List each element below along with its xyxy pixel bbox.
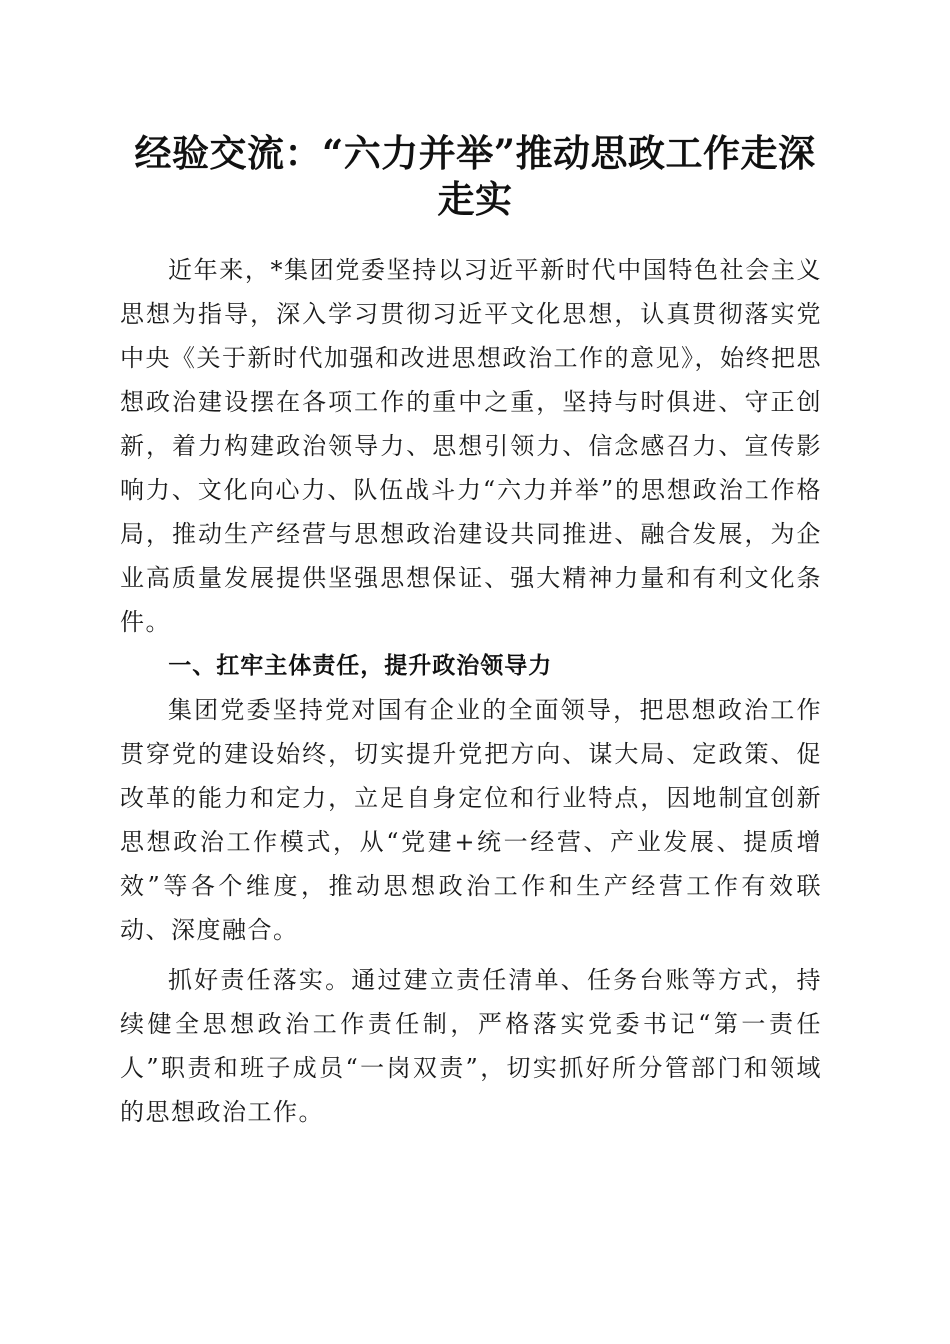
document-body (120, 248, 822, 1134)
section-1-point-1-paragraph: 抓好责任落实。通过建立责任清单、任务台账等方式，持续健全思想政治工作责任制，严格落实党委书记“第一责任人”职责和班子成员“一岗双责”，切实抓好所分管部门和领域的思想政治工作。 (120, 966, 822, 1126)
intro-paragraph: 近年来，*集团党委坚持以习近平新时代中国特色社会主义思想为指导，深入学习贯彻习近平文化思想，认真贯彻落实党中央《关于新时代加强和改进思想政治工作的意见》，始终把思想政治建设摆在各项工作的重中之重，坚持与时俱进、守正创新，着力构建政治领导力、思想引领力、信念感召力、宣传影响力、文化向心力、队伍战斗力“六力并举”的思想政治工作格局，推动生产经营与思想政治建设共同推进、融合发展，为企业高质量发展提供坚强思想保证、强大精神力量和有利文化条件。 (120, 256, 822, 636)
section-1-body-paragraph: 集团党委坚持党对国有企业的全面领导，把思想政治工作贯穿党的建设始终，切实提升党把方向、谋大局、定政策、促改革的能力和定力，立足自身定位和行业特点，因地制宜创新思想政治工作模式，从“党建+统一经营、产业发展、提质增效”等各个维度，推动思想政治工作和生产经营工作有效联动、深度融合。 (120, 696, 822, 944)
document-title: 经验交流：“六力并举”推动思政工作走深走实 (134, 131, 816, 221)
section-1-heading: 一、扛牢主体责任，提升政治领导力 (168, 653, 553, 679)
